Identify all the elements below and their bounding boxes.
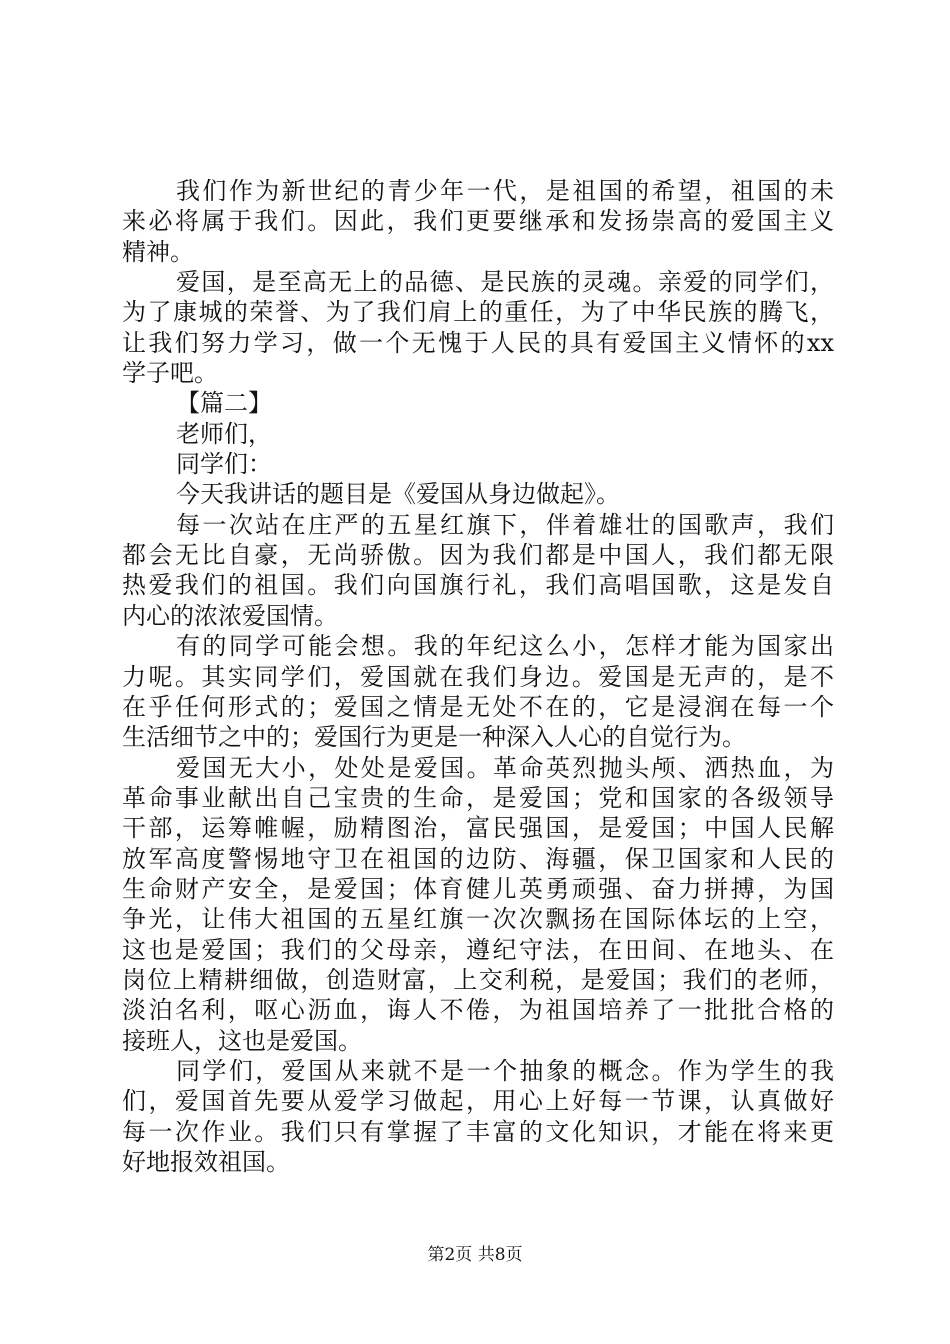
section-heading: 【篇二】 [176, 389, 272, 418]
text-line: 在乎任何形式的；爱国之情是无处不在的，它是浸润在每一个 [122, 692, 834, 721]
text-line: 让我们努力学习，做一个无愧于人民的具有爱国主义情怀的xx [122, 328, 834, 357]
text-line: 这也是爱国；我们的父母亲，遵纪守法，在田间、在地头、在 [122, 935, 834, 964]
salutation-teachers: 老师们， [176, 419, 272, 448]
text-line: 放军高度警惕地守卫在祖国的边防、海疆，保卫国家和人民的 [122, 844, 834, 873]
text-line: 干部，运筹帷幄，励精图治，富民强国，是爱国；中国人民解 [122, 814, 834, 843]
text-line: 每一次作业。我们只有掌握了丰富的文化知识，才能在将来更 [122, 1117, 834, 1146]
speech-topic: 今天我讲话的题目是《爱国从身边做起》。 [176, 480, 620, 509]
text-line: 爱国，是至高无上的品德、是民族的灵魂。亲爱的同学们， [176, 268, 834, 297]
text-line: 生活细节之中的；爱国行为更是一种深入人心的自觉行为。 [122, 723, 746, 752]
text-line: 淡泊名利，呕心沥血，诲人不倦，为祖国培养了一批批合格的 [122, 996, 834, 1025]
text-line: 我们作为新世纪的青少年一代，是祖国的希望，祖国的未 [176, 177, 834, 205]
text-line: 生命财产安全，是爱国；体育健儿英勇顽强、奋力拼搏，为国 [122, 874, 834, 903]
text-line: 力呢。其实同学们，爱国就在我们身边。爱国是无声的，是不 [122, 662, 834, 691]
text-line: 为了康城的荣誉、为了我们肩上的重任，为了中华民族的腾飞， [122, 298, 834, 327]
text-line: 学子吧。 [122, 359, 218, 388]
page-number-footer: 第2页 共8页 [427, 1245, 523, 1265]
salutation-students: 同学们： [176, 450, 272, 479]
document-body [122, 176, 834, 1177]
text-line: 都会无比自豪，无尚骄傲。因为我们都是中国人，我们都无限 [122, 541, 834, 570]
text-line: 好地报效祖国。 [122, 1148, 290, 1176]
text-line: 接班人，这也是爱国。 [122, 1026, 362, 1055]
text-line: 岗位上精耕细做，创造财富，上交利税，是爱国；我们的老师， [122, 965, 834, 994]
text-line: 同学们，爱国从来就不是一个抽象的概念。作为学生的我 [176, 1056, 834, 1085]
text-line: 们，爱国首先要从爱学习做起，用心上好每一节课，认真做好 [122, 1087, 834, 1116]
text-line: 精神。 [122, 237, 194, 266]
text-line: 革命事业献出自己宝贵的生命，是爱国；党和国家的各级领导 [122, 783, 834, 812]
text-line: 爱国无大小，处处是爱国。革命英烈抛头颅、洒热血，为 [176, 753, 834, 782]
text-line: 来必将属于我们。因此，我们更要继承和发扬崇高的爱国主义 [122, 207, 834, 236]
text-line: 热爱我们的祖国。我们向国旗行礼，我们高唱国歌，这是发自 [122, 571, 834, 600]
text-line: 有的同学可能会想。我的年纪这么小，怎样才能为国家出 [176, 632, 834, 661]
text-line: 争光，让伟大祖国的五星红旗一次次飘扬在国际体坛的上空， [122, 905, 834, 934]
text-line: 内心的浓浓爱国情。 [122, 601, 338, 630]
text-line: 每一次站在庄严的五星红旗下，伴着雄壮的国歌声，我们 [176, 510, 834, 539]
